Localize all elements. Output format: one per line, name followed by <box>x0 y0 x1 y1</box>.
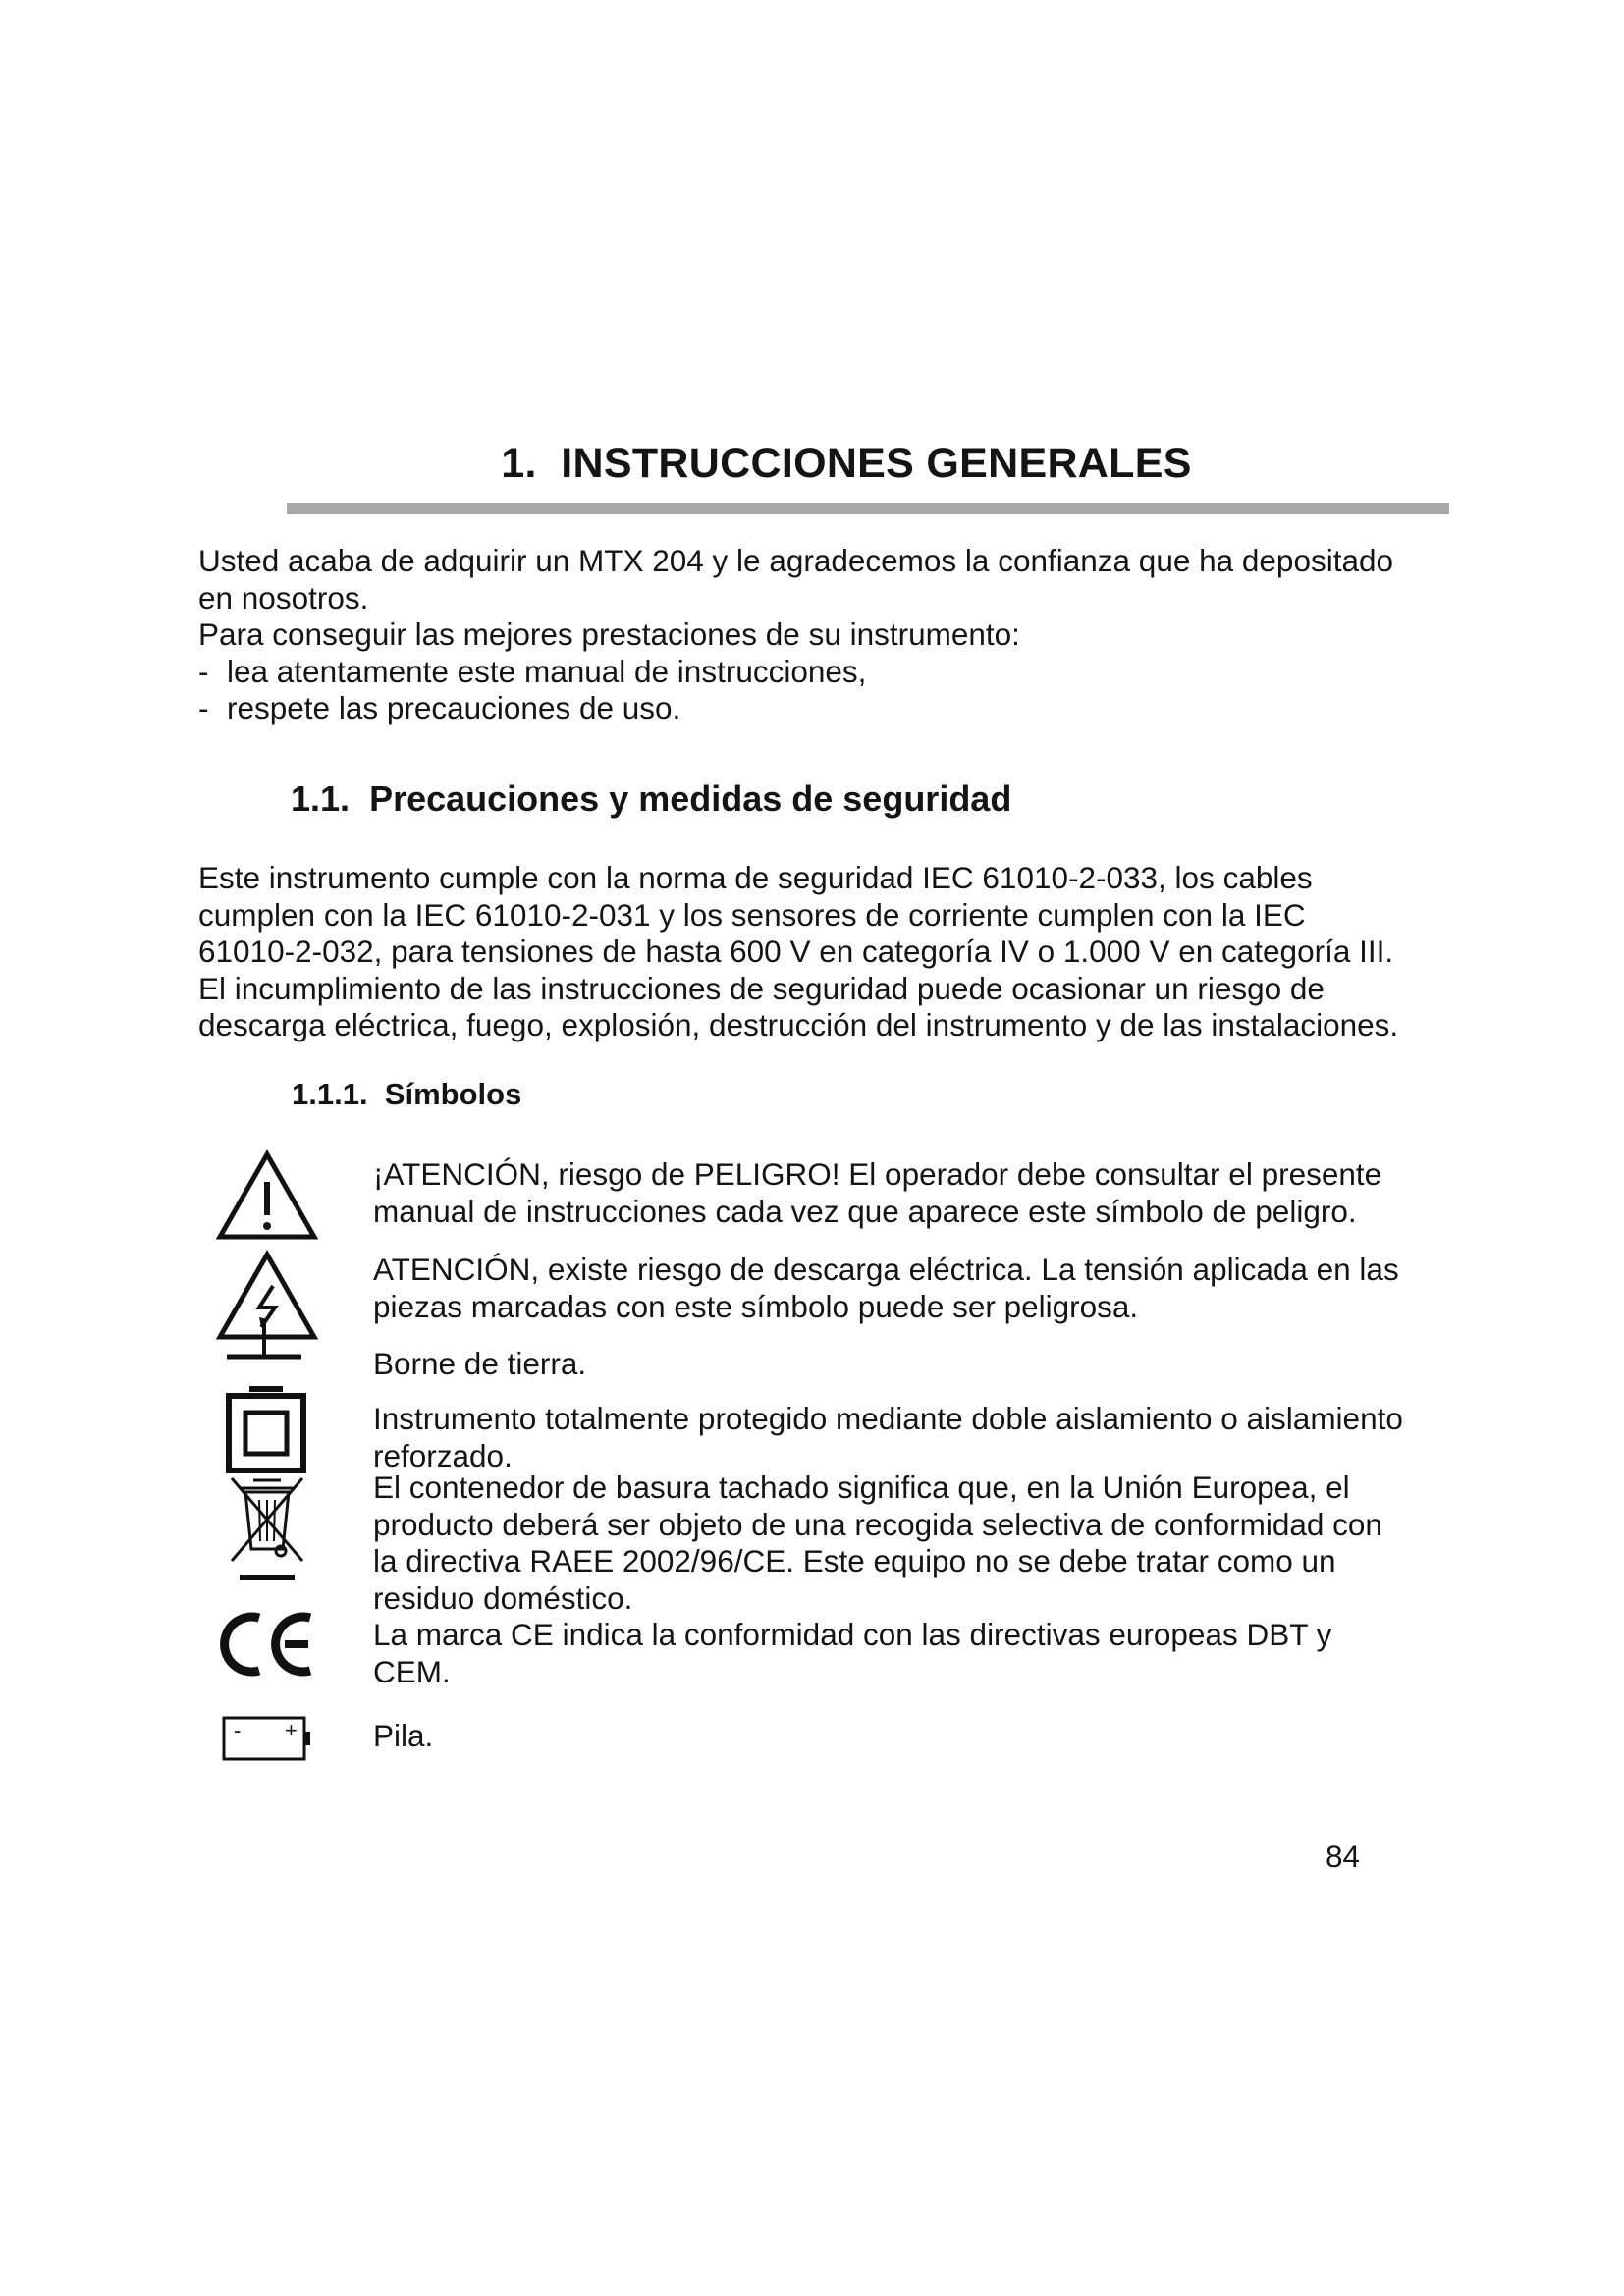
intro-line: Para conseguir las mejores prestaciones de su instrumento: <box>198 616 1020 652</box>
warning-triangle-icon <box>216 1148 318 1243</box>
subsection-number: 1.1.1. <box>292 1077 368 1111</box>
subsection-title: Símbolos <box>384 1077 522 1111</box>
intro-paragraph <box>198 543 1475 727</box>
battery-plus-label: + <box>285 1718 298 1742</box>
symbol-text-line: producto deberá ser objeto de una recogida selectiva de conformidad con <box>373 1506 1382 1542</box>
safety-line: descarga eléctrica, fuego, explosión, destrucción del instrumento y de las instalaciones. <box>198 1007 1399 1042</box>
chapter-title: INSTRUCCIONES GENERALES <box>561 440 1192 487</box>
symbol-text-line: Instrumento totalmente protegido mediante doble aislamiento o aislamiento <box>373 1401 1403 1436</box>
symbol-text-line: residuo doméstico. <box>373 1579 633 1616</box>
safety-line: Este instrumento cumple con la norma de seguridad IEC 61010-2-033, los cables <box>198 860 1313 895</box>
page-number: 84 <box>1326 1839 1361 1874</box>
symbol-description-battery <box>373 1718 1463 1755</box>
symbol-text-line: CEM. <box>373 1653 451 1689</box>
bullet-mark: - <box>198 653 209 689</box>
chapter-number: 1. <box>501 440 537 487</box>
double-insulation-icon <box>226 1386 306 1474</box>
symbol-text-line: ¡ATENCIÓN, riesgo de PELIGRO! El operador debe consultar el presente <box>373 1156 1382 1192</box>
symbol-description-shock <box>373 1252 1463 1325</box>
intro-line: Usted acaba de adquirir un MTX 204 y le agradecemos la confianza que ha depositado <box>198 543 1394 578</box>
ce-mark-icon <box>216 1610 314 1679</box>
bullet-text: respete las precauciones de uso. <box>227 690 681 725</box>
weee-bin-icon <box>224 1472 310 1580</box>
battery-icon <box>222 1716 312 1761</box>
symbol-text-line: piezas marcadas con este símbolo puede ser peligrosa. <box>373 1288 1139 1324</box>
symbol-description-insulation <box>373 1401 1463 1474</box>
symbol-description-warning <box>373 1156 1463 1230</box>
symbol-description-weee <box>373 1469 1463 1617</box>
symbol-text-line: manual de instrucciones cada vez que aparece este símbolo de peligro. <box>373 1193 1357 1229</box>
bullet-text: lea atentamente este manual de instrucciones, <box>227 653 867 689</box>
symbol-description-ce <box>373 1617 1463 1690</box>
symbol-text-line: La marca CE indica la conformidad con las directivas europeas DBT y <box>373 1617 1332 1652</box>
safety-line: 61010-2-032, para tensiones de hasta 600 V en categoría IV o 1.000 V en categoría III. <box>198 934 1394 969</box>
symbol-text-line: la directiva RAEE 2002/96/CE. Este equipo no se debe tratar como un <box>373 1543 1336 1578</box>
intro-line: en nosotros. <box>198 579 369 615</box>
earth-ground-icon <box>221 1320 307 1379</box>
section-title: Precauciones y medidas de seguridad <box>369 778 1012 819</box>
section-heading-1-1 <box>291 778 1011 820</box>
symbol-text-line: Borne de tierra. <box>373 1346 587 1381</box>
intro-bullet <box>198 654 1475 691</box>
bullet-mark: - <box>198 690 209 725</box>
symbol-text-line: El contenedor de basura tachado significa que, en la Unión Europea, el <box>373 1469 1350 1505</box>
symbol-text-line: reforzado. <box>373 1437 513 1473</box>
chapter-heading <box>0 440 1624 488</box>
safety-line: cumplen con la IEC 61010-2-031 y los sensores de corriente cumplen con la IEC <box>198 896 1306 933</box>
intro-bullet <box>198 690 1475 727</box>
section-heading-1-1-1 <box>292 1077 521 1112</box>
symbol-text-line: ATENCIÓN, existe riesgo de descarga eléctrica. La tensión aplicada en las <box>373 1252 1399 1287</box>
symbol-description-ground <box>373 1346 1463 1383</box>
heading-rule <box>287 503 1449 514</box>
safety-paragraph <box>198 860 1475 1044</box>
symbol-text-line: Pila. <box>373 1718 434 1753</box>
section-number: 1.1. <box>291 778 351 819</box>
safety-line: El incumplimiento de las instrucciones de seguridad puede ocasionar un riesgo de <box>198 970 1325 1006</box>
battery-minus-label: - <box>234 1718 242 1742</box>
